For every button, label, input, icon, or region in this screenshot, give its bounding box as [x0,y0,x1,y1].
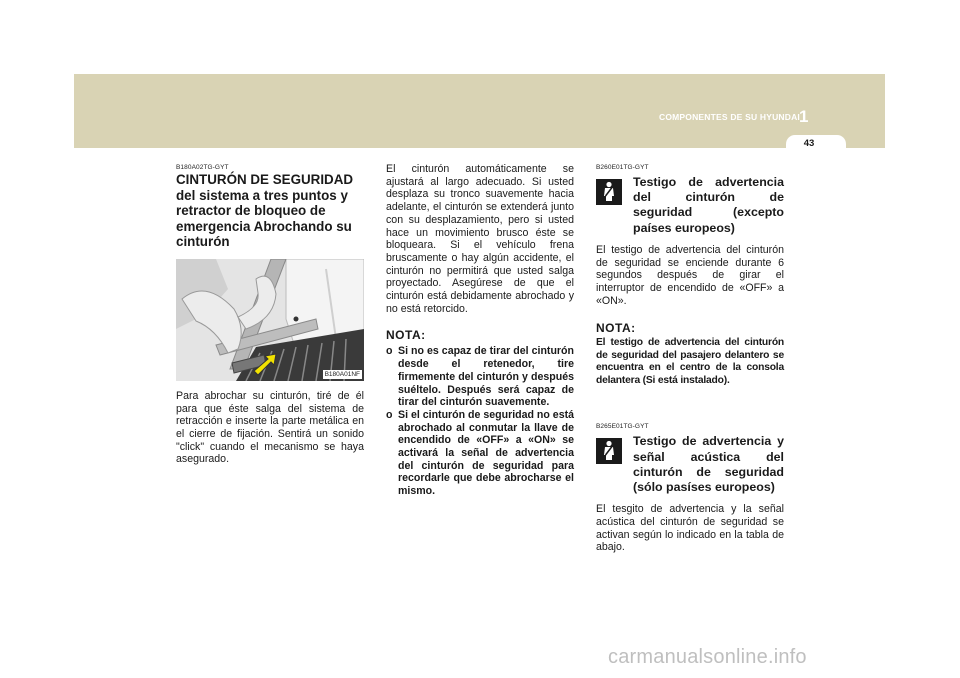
nota-item [386,409,574,498]
chapter-number: 1 [799,107,809,126]
nota-title: NOTA: [596,321,636,336]
nota-title: NOTA: [386,328,426,343]
section-body: Para abrochar su cinturón, tiré de él para que éste salga del sistema de retracción e inserte la parte metálica en el cierre de fijación. Sentirá un sonido "click" cuando el mecanismo se haya asegurado. [176,389,364,466]
warning-title: Testigo de advertencia y señal acústica del cinturón de seguridad (sólo pasíses europeos) [633,434,784,494]
seatbelt-illustration [176,259,364,381]
column-1 [176,164,364,466]
header-band [74,74,885,148]
nota-text: El testigo de advertencia del cinturón de seguridad del pasajero delantero se encuentra en el centro de la consola delantera (Si está instalado). [596,337,784,386]
section-body: El testigo de advertencia del cinturón de seguridad se enciende durante 6 segundos después de girar el interruptor de encendido de «OFF» a «ON». [596,243,784,307]
seatbelt-chime-icon [596,438,622,464]
section-code: B180A02TG-GYT [176,164,229,171]
image-code: B180A01NF [324,370,360,378]
bullet: o [386,345,393,358]
section-title: CINTURÓN DE SEGURIDAD del sistema a tres puntos y retractor de bloqueo de emergencia Abrochando su cinturón [176,172,354,250]
warning-title: Testigo de advertencia del cinturón de seguridad (excepto países europeos) [633,175,784,235]
nota-item [386,345,574,409]
warning-heading [596,175,784,236]
page-number: 43 [803,138,815,149]
bullet: o [386,408,393,421]
section-body-continued: El cinturón automáticamente se ajustará al largo adecuado. Si usted desplaza su tronco suavemente hacia adelante, el cinturón se extenderá junto con su desplazamiento, pero si usted hace un movimiento brusco éste se bloqueara. Si el vehículo frena bruscamente o hay algún accidente, el cinturón no permitirá que usted salga proyectado. Asegúrese de que el cinturón está debidamente abrochado y no está retorcido. [386,163,574,315]
section-code: B260E01TG-GYT [596,164,649,171]
watermark: carmanualsonline.info [608,646,807,668]
seatbelt-warning-icon [596,179,622,205]
section-code: B265E01TG-GYT [596,423,649,431]
nota-item-text: Si el cinturón de seguridad no está abrochado al conmutar la llave de encendido de «OFF» a «ON» se activará la señal de advertencia del cinturón de seguridad para recordarle que debe abrocharse el mismo. [398,408,575,498]
warning-heading [596,434,784,495]
chapter-title: COMPONENTES DE SU HYUNDAI [658,112,800,122]
seatbelt-drawing [176,259,364,381]
nota-list [386,345,574,497]
column-3 [596,164,784,554]
column-2 [386,163,574,498]
section-body: El tesgito de advertencia y la señal acústica del cinturón de seguridad se activan según lo indicado en la tabla de abajo. [596,503,784,554]
nota-item-text: Si no es capaz de tirar del cinturón desde el retenedor, tire firmemente del cinturón y después suéltelo. Después será capaz de tirar del cinturón suavemente. [398,345,574,409]
